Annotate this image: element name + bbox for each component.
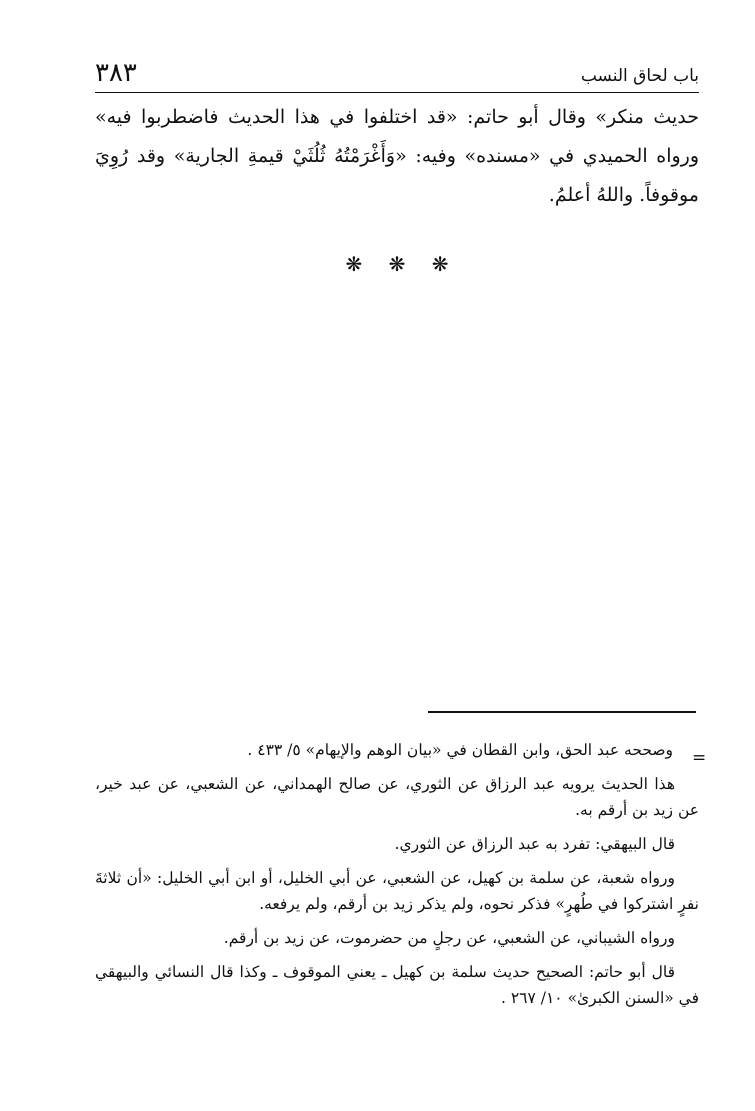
footnote-paragraph: قال البيهقي: تفرد به عبد الرزاق عن الثوري. xyxy=(394,835,675,853)
footnote-continuation-marker: = xyxy=(692,748,707,768)
footnote-paragraph: وصححه عبد الحق، وابن القطان في «بيان الوهم والإيهام» ٥/ ٤٣٣ . xyxy=(247,741,673,759)
footnote-paragraph: ورواه شعبة، عن سلمة بن كهيل، عن الشعبي، عن أبي الخليل، أو ابن أبي الخليل: «أن ثلاثةَ نفرٍ اشتركوا في طُهرٍ» فذكر نحوه، ولم يذكر زيد بن أرقم، ولم يرفعه. xyxy=(95,869,699,913)
footnote-paragraph: هذا الحديث يرويه عبد الرزاق عن الثوري، عن صالح الهمداني، عن الشعبي، عن عبد خير، عن زيد بن أرقم به. xyxy=(95,775,699,819)
footnote-paragraph: ورواه الشيباني، عن الشعبي، عن رجلٍ من حضرموت، عن زيد بن أرقم. xyxy=(223,929,675,947)
main-paragraph: حديث منكر» وقال أبو حاتم: «قد اختلفوا في هذا الحديث فاضطربوا فيه» ورواه الحميدي في «مسنده» وفيه: «وَأَغْرَمْتُهُ ثُلُثَيْ قيمةِ الجارية» وقد رُوِيَ موقوفاً. واللهُ أعلمُ. xyxy=(95,106,699,206)
page-number: ٣٨٣ xyxy=(95,58,137,88)
section-separator: ❋ ❋ ❋ xyxy=(345,252,449,276)
footnotes xyxy=(95,737,699,1019)
footnote-rule xyxy=(428,711,696,713)
running-header xyxy=(95,58,699,92)
header-rule xyxy=(95,92,699,93)
chapter-title: باب لحاق النسب xyxy=(580,66,699,86)
main-text xyxy=(95,98,699,215)
footnote-paragraph: قال أبو حاتم: الصحيح حديث سلمة بن كهيل ـ يعني الموقوف ـ وكذا قال النسائي والبيهقي في «السنن الكبرىٰ» ١٠/ ٢٦٧ . xyxy=(95,963,699,1007)
